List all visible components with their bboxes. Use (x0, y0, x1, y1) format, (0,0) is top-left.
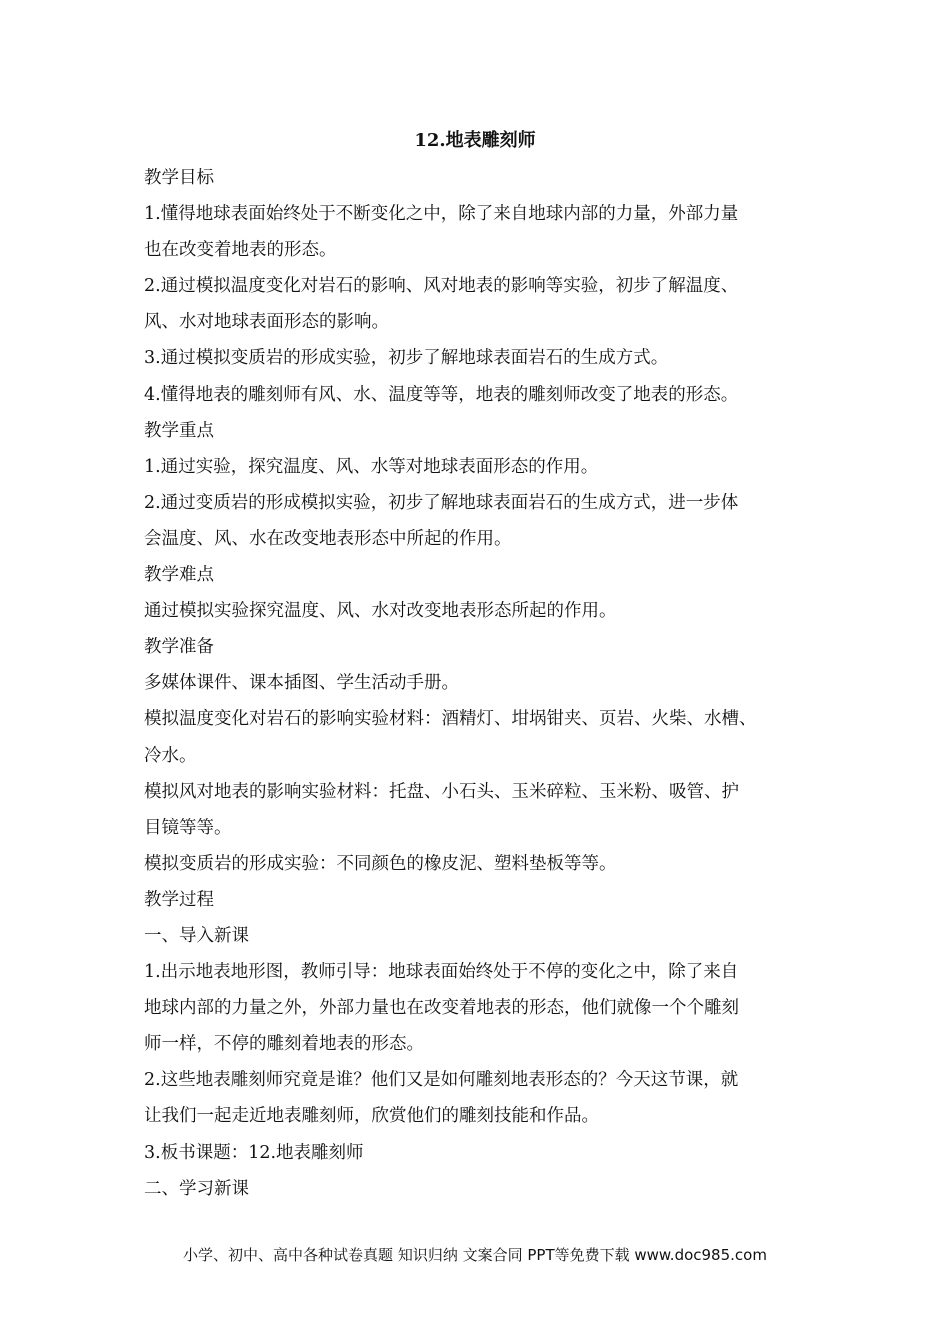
text-line: 冷水。 (144, 745, 197, 766)
text-line: 也在改变着地表的形态。 (144, 240, 337, 261)
heading-key-points: 教学重点 (144, 420, 214, 441)
text-line: 2.通过模拟温度变化对岩石的影响、风对地表的影响等实验，初步了解温度、 (144, 276, 739, 297)
text-line: 让我们一起走近地表雕刻师，欣赏他们的雕刻技能和作品。 (144, 1106, 599, 1127)
text-line: 师一样，不停的雕刻着地表的形态。 (144, 1034, 424, 1055)
heading-difficulties: 教学难点 (144, 565, 214, 586)
text-line: 模拟风对地表的影响实验材料：托盘、小石头、玉米碎粒、玉米粉、吸管、护 (144, 781, 739, 802)
text-line: 3.板书课题：12.地表雕刻师 (144, 1142, 364, 1163)
section-heading: 二、学习新课 (144, 1178, 249, 1199)
text-line: 1.出示地表地形图，教师引导：地球表面始终处于不停的变化之中，除了来自 (144, 962, 739, 983)
text-line: 1.懂得地球表面始终处于不断变化之中，除了来自地球内部的力量，外部力量 (144, 204, 739, 225)
section-heading: 一、导入新课 (144, 925, 249, 946)
document-body (144, 160, 834, 1207)
page-title: 12.地表雕刻师 (414, 130, 536, 151)
text-line: 2.这些地表雕刻师究竟是谁？他们又是如何雕刻地表形态的？今天这节课，就 (144, 1070, 739, 1091)
text-line: 地球内部的力量之外，外部力量也在改变着地表的形态，他们就像一个个雕刻 (144, 998, 739, 1019)
footer-watermark: 小学、初中、高中各种试卷真题 知识归纳 文案合同 PPT等免费下载 www.doc985.com (183, 1246, 767, 1264)
text-line: 目镜等等。 (144, 817, 232, 838)
text-line: 2.通过变质岩的形成模拟实验，初步了解地球表面岩石的生成方式，进一步体 (144, 492, 739, 513)
heading-preparation: 教学准备 (144, 637, 214, 658)
text-line: 通过模拟实验探究温度、风、水对改变地表形态所起的作用。 (144, 601, 617, 622)
text-line: 模拟温度变化对岩石的影响实验材料：酒精灯、坩埚钳夹、页岩、火柴、水槽、 (144, 709, 757, 730)
text-line: 3.通过模拟变质岩的形成实验，初步了解地球表面岩石的生成方式。 (144, 348, 669, 369)
heading-teaching-goals: 教学目标 (144, 168, 214, 188)
text-line: 1.通过实验，探究温度、风、水等对地球表面形态的作用。 (144, 456, 599, 477)
text-line: 模拟变质岩的形成实验：不同颜色的橡皮泥、塑料垫板等等。 (144, 853, 617, 874)
text-line: 风、水对地球表面形态的影响。 (144, 312, 389, 333)
text-line: 4.懂得地表的雕刻师有风、水、温度等等，地表的雕刻师改变了地表的形态。 (144, 384, 739, 405)
text-line: 会温度、风、水在改变地表形态中所起的作用。 (144, 528, 512, 549)
heading-teaching-process: 教学过程 (144, 889, 214, 910)
text-line: 多媒体课件、课本插图、学生活动手册。 (144, 673, 459, 694)
